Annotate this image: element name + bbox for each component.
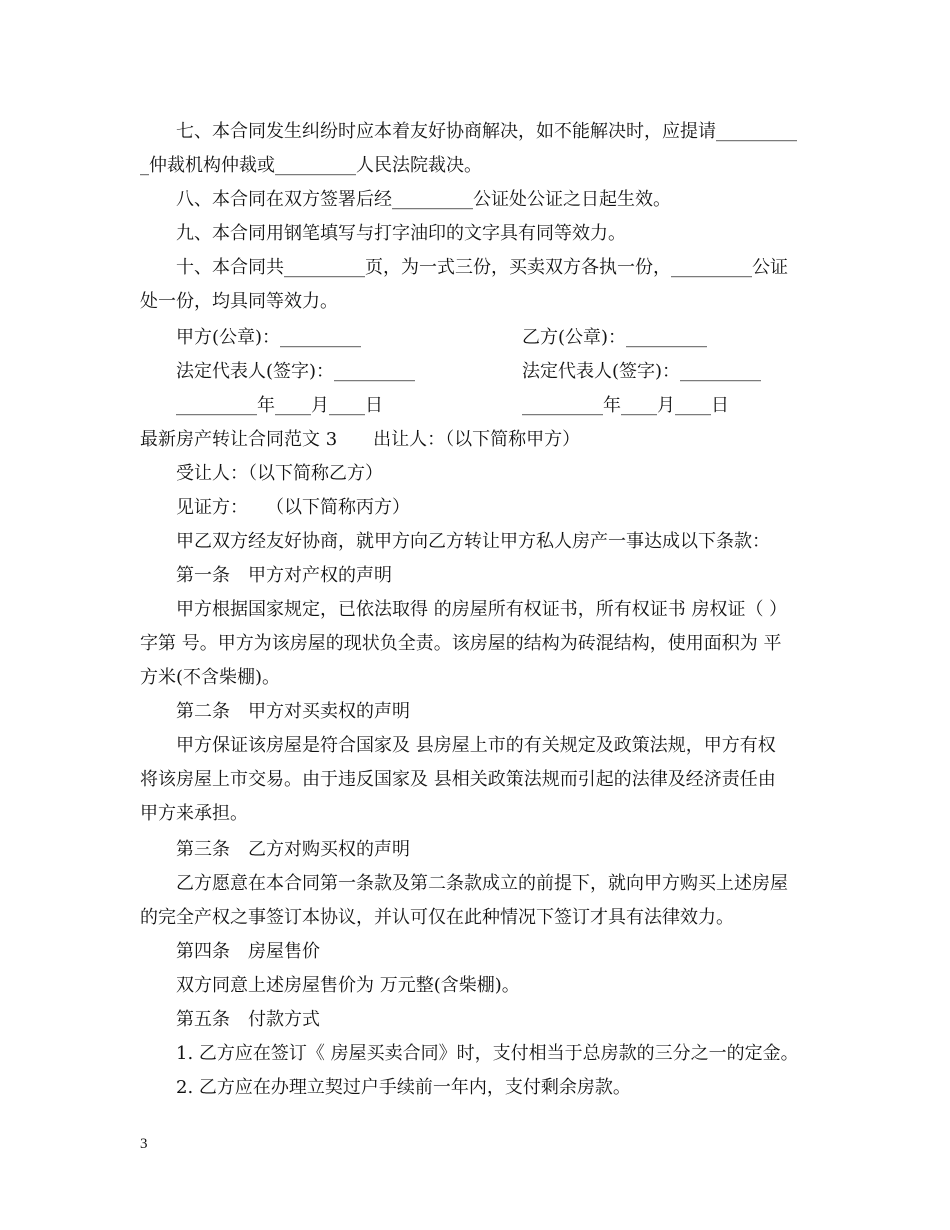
- party-a-representative: 法定代表人(签字)：_________: [176, 361, 416, 382]
- party-a-date: _________年____月____日: [176, 395, 383, 416]
- clause-7-line-2: _仲裁机构仲裁或_________人民法院裁决。: [140, 155, 482, 176]
- clause-8: 八、本合同在双方签署后经_________公证处公证之日起生效。: [176, 189, 671, 210]
- article-2-heading: 第二条 甲方对买卖权的声明: [176, 701, 410, 722]
- article-1-line-1: 甲方根据国家规定，已依法取得 的房屋所有权证书，所有权证书 房权证（ ）: [176, 599, 788, 620]
- intro-paragraph: 甲乙双方经友好协商，就甲方向乙方转让甲方私人房产一事达成以下条款：: [176, 531, 770, 552]
- transferee-line: 受让人：（以下简称乙方）: [176, 463, 383, 484]
- page-number: 3: [140, 1136, 148, 1152]
- article-3-line-1: 乙方愿意在本合同第一条款及第二条款成立的前提下，就向甲方购买上述房屋: [176, 873, 788, 894]
- article-1-heading: 第一条 甲方对产权的声明: [176, 565, 392, 586]
- witness-line: 见证方： （以下简称丙方）: [176, 497, 410, 518]
- article-2-line-3: 甲方来承担。: [140, 803, 248, 824]
- clause-10-line-2: 处一份，均具同等效力。: [140, 291, 338, 312]
- party-b-seal: 乙方(公章)：_________: [522, 327, 708, 348]
- article-4-line-1: 双方同意上述房屋售价为 万元整(含柴棚)。: [176, 975, 520, 996]
- article-2-line-1: 甲方保证该房屋是符合国家及 县房屋上市的有关规定及政策法规，甲方有权: [176, 735, 776, 756]
- clause-9: 九、本合同用钢笔填写与打字油印的文字具有同等效力。: [176, 223, 626, 244]
- article-1-line-2: 字第 号。甲方为该房屋的现状负全责。该房屋的结构为砖混结构，使用面积为 平: [140, 633, 782, 654]
- article-3-heading: 第三条 乙方对购买权的声明: [176, 839, 410, 860]
- article-3-line-2: 的完全产权之事签订本协议，并认可仅在此种情况下签订才具有法律效力。: [140, 907, 734, 928]
- party-b-representative: 法定代表人(签字)：_________: [522, 361, 762, 382]
- party-a-seal: 甲方(公章)：_________: [176, 327, 362, 348]
- party-b-date: _________年____月____日: [522, 395, 729, 416]
- article-5-heading: 第五条 付款方式: [176, 1009, 320, 1030]
- article-1-line-3: 方米(不含柴棚)。: [140, 667, 281, 688]
- payment-item-1: 1. 乙方应在签订《 房屋买卖合同》时，支付相当于总房款的三分之一的定金。: [176, 1043, 799, 1064]
- payment-item-2: 2. 乙方应在办理立契过户手续前一年内，支付剩余房款。: [176, 1077, 631, 1098]
- clause-10-line-1: 十、本合同共_________页，为一式三份，买卖双方各执一份，_________公证: [176, 257, 788, 278]
- article-4-heading: 第四条 房屋售价: [176, 941, 320, 962]
- article-2-line-2: 将该房屋上市交易。由于违反国家及 县相关政策法规而引起的法律及经济责任由: [140, 769, 776, 790]
- section-heading: 最新房产转让合同范文 3 出让人：（以下简称甲方）: [140, 429, 581, 450]
- clause-7-line-1: 七、本合同发生纠纷时应本着友好协商解决，如不能解决时，应提请_________: [176, 121, 797, 142]
